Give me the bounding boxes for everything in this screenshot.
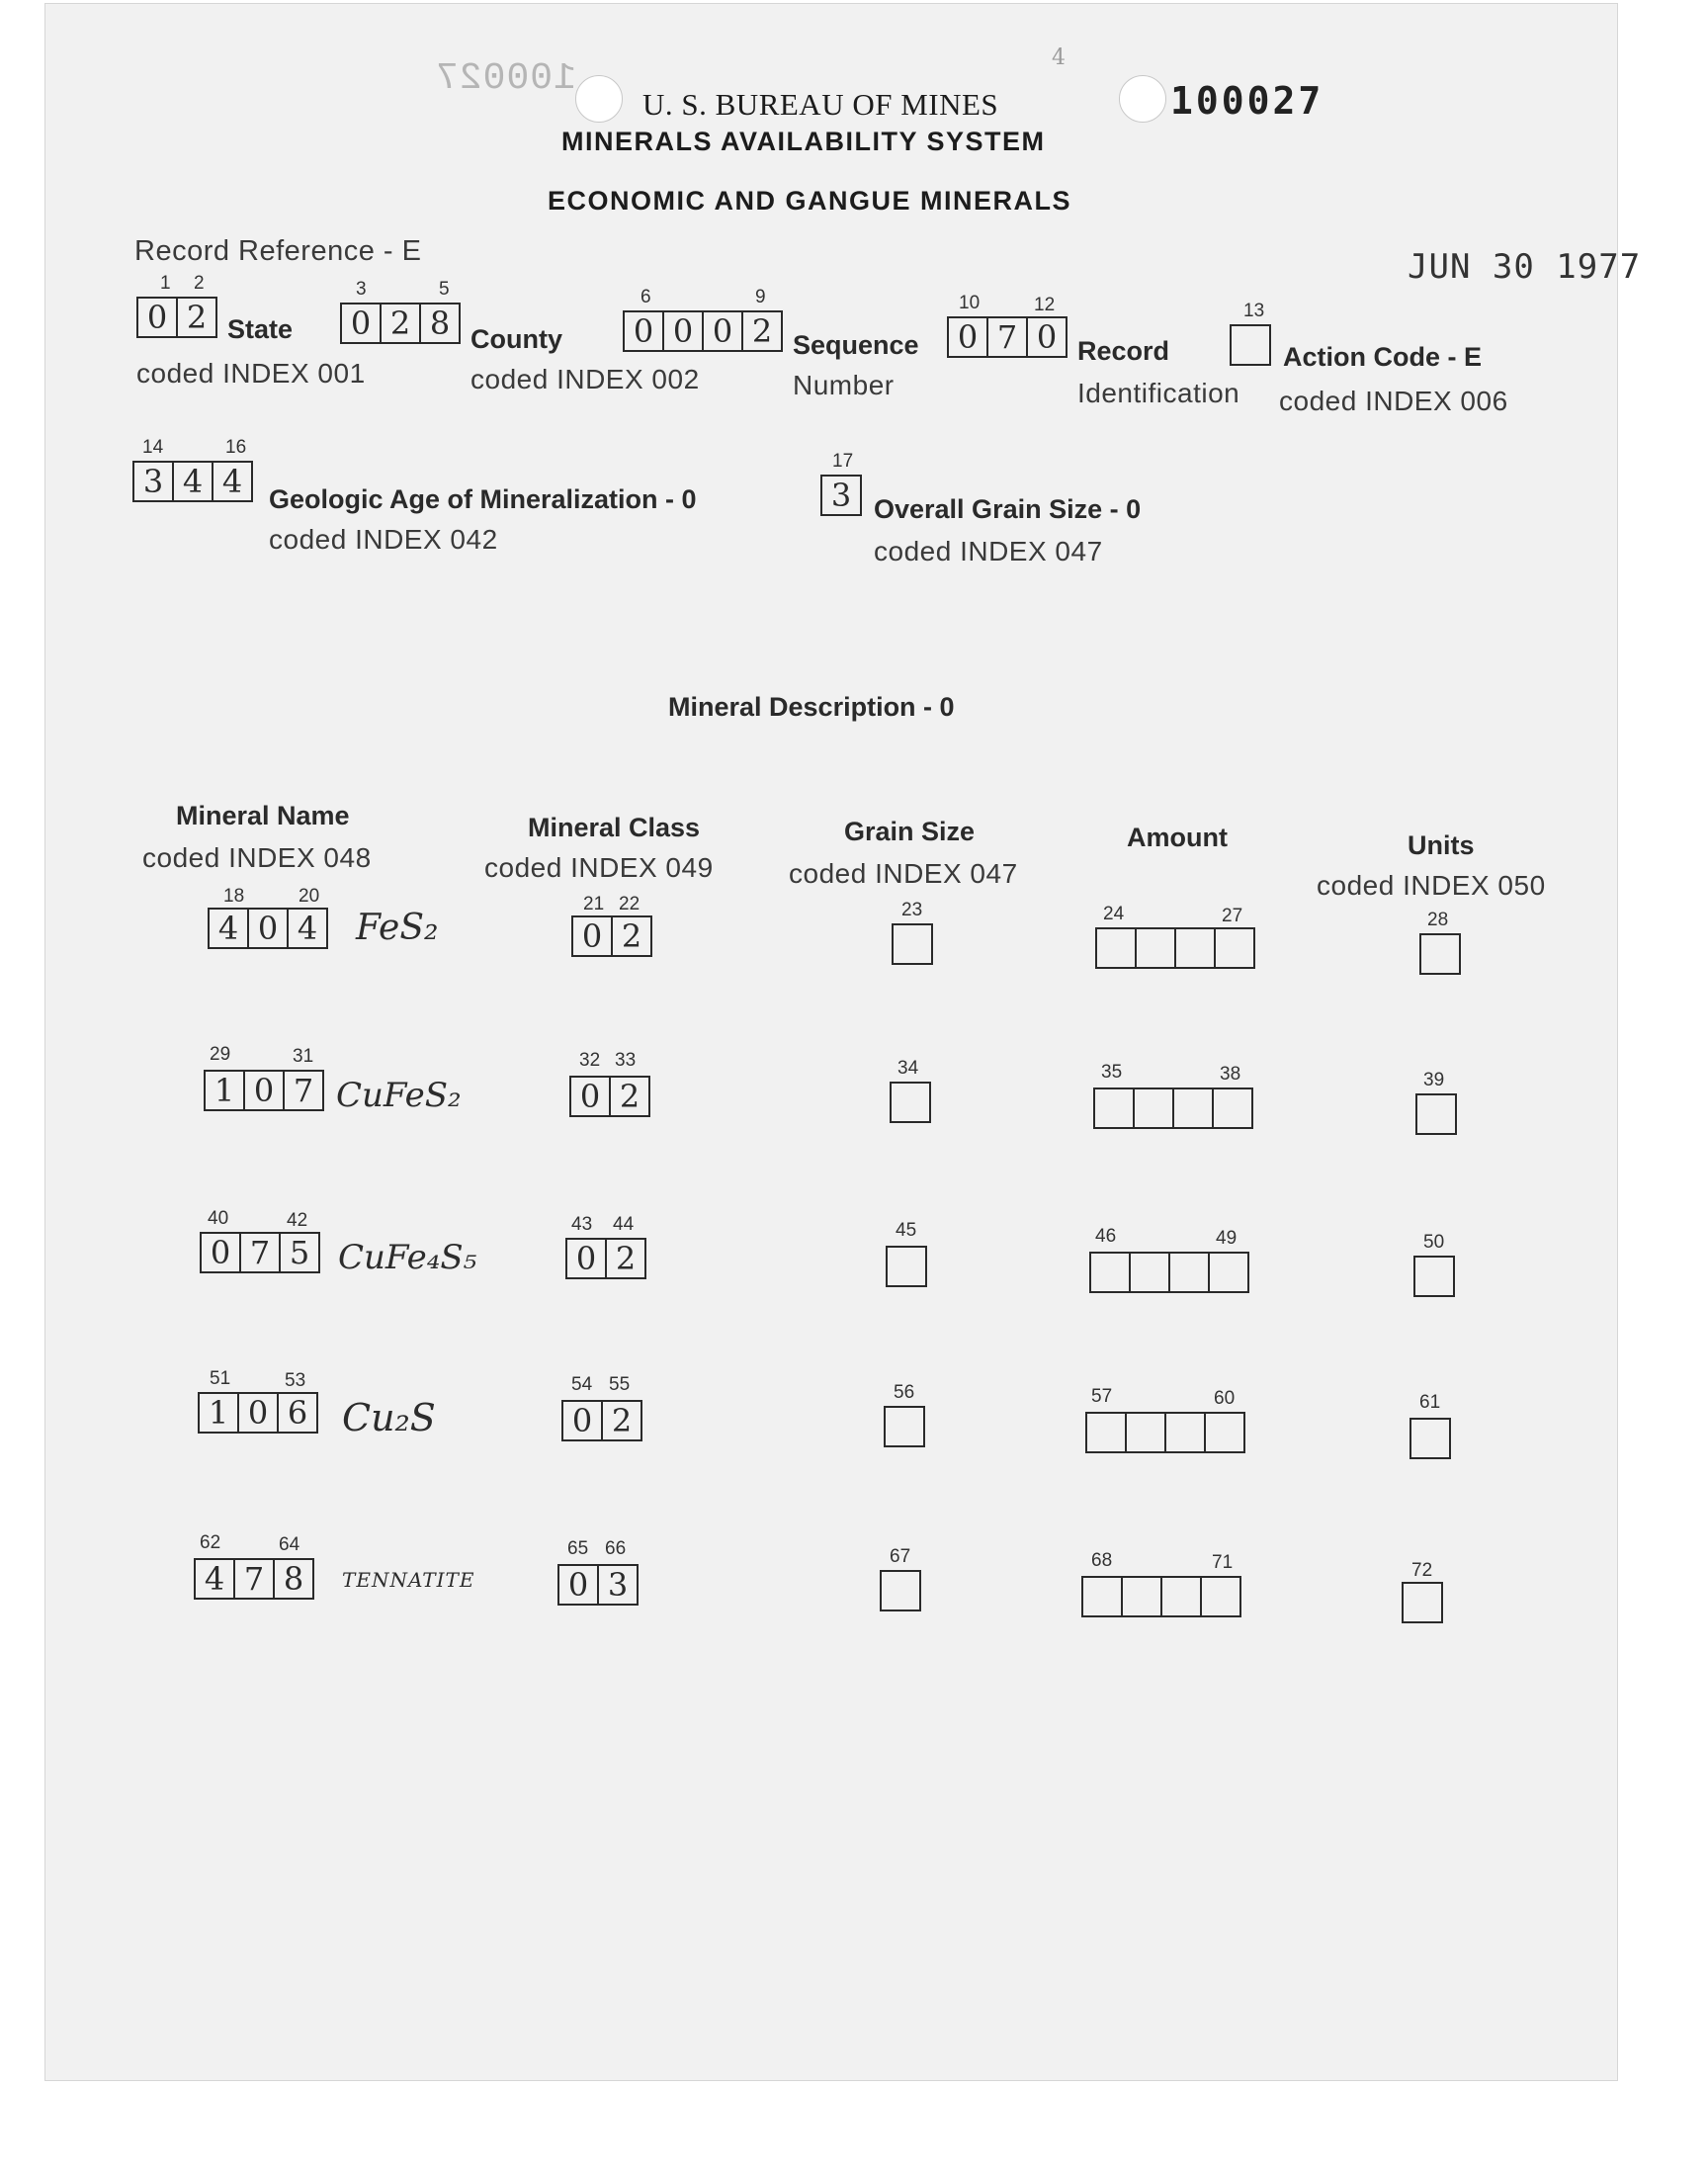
position-number: 3 (356, 279, 367, 300)
code-digit[interactable]: 0 (625, 312, 664, 350)
position-number: 44 (613, 1214, 635, 1235)
position-number: 72 (1411, 1560, 1433, 1581)
record-id-label-2: Identification (1077, 378, 1240, 408)
code-digit[interactable] (1404, 1584, 1441, 1621)
code-digit[interactable] (1421, 935, 1459, 973)
code-digit[interactable] (882, 1572, 919, 1610)
units-box[interactable] (1402, 1582, 1443, 1623)
position-number: 21 (583, 894, 605, 914)
code-digit[interactable]: 0 (239, 1394, 279, 1432)
code-digit[interactable]: 1 (206, 1072, 245, 1109)
code-digit[interactable]: 0 (571, 1078, 611, 1115)
punch-hole (1119, 75, 1166, 123)
code-digit[interactable] (888, 1248, 925, 1285)
mineral-name-code-boxes[interactable] (200, 1232, 320, 1273)
position-number: 53 (285, 1370, 306, 1391)
units-box[interactable] (1419, 933, 1461, 975)
code-digit[interactable]: 4 (174, 463, 214, 500)
code-digit[interactable] (1232, 326, 1269, 364)
geologic-age-code-boxes[interactable] (132, 461, 253, 502)
code-digit[interactable]: 0 (567, 1240, 607, 1277)
position-number: 6 (640, 287, 651, 307)
code-digit[interactable]: 0 (664, 312, 704, 350)
grain-size-index: coded INDEX 047 (874, 536, 1103, 566)
amount-boxes[interactable] (1089, 1252, 1249, 1293)
mineral-class-code-boxes[interactable] (565, 1238, 646, 1279)
code-digit[interactable] (1216, 929, 1253, 967)
grain-size-box[interactable] (890, 1082, 931, 1123)
code-digit[interactable] (1091, 1254, 1131, 1291)
position-number: 45 (896, 1220, 917, 1241)
units-box[interactable] (1413, 1256, 1455, 1297)
code-digit[interactable]: 7 (988, 318, 1028, 356)
position-number: 62 (200, 1532, 221, 1553)
position-number: 40 (208, 1208, 229, 1229)
code-digit[interactable]: 0 (138, 299, 178, 336)
position-number: 49 (1216, 1228, 1238, 1249)
code-digit[interactable]: 5 (289, 1234, 310, 1271)
position-number: 10 (959, 293, 981, 313)
punch-hole (575, 75, 623, 123)
amount-boxes[interactable] (1081, 1576, 1241, 1617)
code-digit[interactable] (1214, 1089, 1251, 1127)
position-number: 46 (1095, 1226, 1117, 1247)
code-digit[interactable] (1127, 1414, 1166, 1451)
code-digit[interactable]: 3 (607, 1566, 629, 1604)
code-digit[interactable]: 6 (287, 1394, 308, 1432)
amount-boxes[interactable] (1095, 927, 1255, 969)
code-digit[interactable]: 2 (615, 1240, 637, 1277)
handwritten-formula: CuFeS₂ (336, 1076, 462, 1115)
date-stamp: JUN 30 1977 (1408, 247, 1642, 287)
action-code-box[interactable] (1230, 324, 1271, 366)
position-number: 64 (279, 1534, 300, 1555)
mineral-class-code-boxes[interactable] (561, 1400, 642, 1441)
code-digit[interactable]: 4 (297, 910, 318, 947)
code-digit[interactable] (1417, 1095, 1455, 1133)
code-digit[interactable]: 0 (559, 1566, 599, 1604)
position-number: 12 (1034, 295, 1056, 315)
code-digit[interactable] (1174, 1089, 1214, 1127)
grain-size-box[interactable] (884, 1406, 925, 1447)
mineral-description-title: Mineral Description - 0 (668, 692, 955, 722)
mineral-class-code-boxes[interactable] (569, 1076, 650, 1117)
code-digit[interactable]: 0 (342, 304, 382, 342)
handwritten-formula: FeS₂ (356, 908, 439, 948)
code-digit[interactable]: 0 (1036, 318, 1058, 356)
code-digit[interactable] (1206, 1414, 1243, 1451)
code-digit[interactable]: 0 (949, 318, 988, 356)
code-digit[interactable] (1166, 1414, 1206, 1451)
code-digit[interactable]: 0 (573, 917, 613, 955)
position-number: 13 (1243, 301, 1265, 321)
column-header-grain-size: Grain Size (844, 817, 976, 846)
code-digit[interactable]: 8 (429, 304, 451, 342)
position-number: 28 (1427, 910, 1449, 930)
code-digit[interactable]: 0 (245, 1072, 285, 1109)
sequence-code-boxes[interactable] (623, 310, 783, 352)
code-digit[interactable]: 7 (235, 1560, 275, 1598)
position-number: 23 (901, 900, 923, 920)
position-number: 50 (1423, 1232, 1445, 1253)
code-digit[interactable] (1097, 929, 1137, 967)
mineral-name-code-boxes[interactable] (194, 1558, 314, 1600)
county-label: County (470, 324, 562, 354)
code-digit[interactable] (1210, 1254, 1247, 1291)
code-digit[interactable]: 0 (202, 1234, 241, 1271)
pencil-mark: 4 (1052, 45, 1066, 70)
position-number: 32 (579, 1050, 601, 1071)
position-number: 55 (609, 1374, 631, 1395)
county-code-boxes[interactable] (340, 303, 461, 344)
state-index: coded INDEX 001 (136, 358, 366, 389)
position-number: 68 (1091, 1550, 1113, 1571)
grain-size-box[interactable] (880, 1570, 921, 1611)
code-digit[interactable]: 2 (619, 1078, 640, 1115)
grain-size-box[interactable] (892, 923, 933, 965)
code-digit[interactable]: 3 (134, 463, 174, 500)
position-number: 57 (1091, 1386, 1113, 1407)
code-digit[interactable]: 0 (563, 1402, 603, 1439)
mineral-name-code-boxes[interactable] (198, 1392, 318, 1434)
position-number: 31 (293, 1046, 314, 1067)
position-number: 20 (299, 886, 320, 907)
column-header-mineral-name: Mineral Name (176, 801, 350, 830)
code-digit[interactable]: 7 (241, 1234, 281, 1271)
code-digit[interactable] (1137, 929, 1176, 967)
position-number: 71 (1212, 1552, 1234, 1573)
record-id-code-boxes[interactable] (947, 316, 1068, 358)
position-number: 65 (567, 1538, 589, 1559)
code-digit[interactable]: 7 (293, 1072, 314, 1109)
code-digit[interactable] (894, 925, 931, 963)
code-digit[interactable] (1095, 1089, 1135, 1127)
grain-size-label: Overall Grain Size - 0 (874, 494, 1142, 524)
position-number: 66 (605, 1538, 627, 1559)
mineral-class-code-boxes[interactable] (571, 915, 652, 957)
position-number: 17 (832, 451, 854, 472)
column-index-grain-size: coded INDEX 047 (789, 858, 1018, 889)
position-number: 29 (210, 1044, 231, 1065)
code-digit[interactable] (1123, 1578, 1162, 1615)
geologic-age-label: Geologic Age of Mineralization - 0 (269, 484, 697, 514)
county-index: coded INDEX 002 (470, 364, 700, 394)
state-label: State (227, 314, 294, 344)
position-number: 60 (1214, 1388, 1236, 1409)
code-digit[interactable]: 2 (621, 917, 642, 955)
position-number: 1 (160, 273, 171, 294)
position-number: 14 (142, 437, 164, 458)
record-reference: Record Reference - E (134, 235, 422, 267)
code-digit[interactable] (1170, 1254, 1210, 1291)
geologic-age-index: coded INDEX 042 (269, 524, 498, 555)
amount-boxes[interactable] (1085, 1412, 1245, 1453)
serial-stamp: 100027 (1170, 79, 1324, 123)
code-digit[interactable] (1135, 1089, 1174, 1127)
sequence-label: Sequence (793, 330, 919, 360)
code-digit[interactable] (1411, 1420, 1449, 1457)
code-digit[interactable] (1176, 929, 1216, 967)
mineral-name-code-boxes[interactable] (204, 1070, 324, 1111)
mineral-class-code-boxes[interactable] (557, 1564, 639, 1606)
units-box[interactable] (1409, 1418, 1451, 1459)
column-header-amount: Amount (1127, 823, 1228, 852)
column-index-units: coded INDEX 050 (1317, 870, 1546, 901)
column-header-mineral-class: Mineral Class (528, 813, 701, 842)
column-header-units: Units (1408, 830, 1475, 860)
column-index-mineral-class: coded INDEX 049 (484, 852, 714, 883)
action-code-index: coded INDEX 006 (1279, 386, 1508, 416)
amount-boxes[interactable] (1093, 1088, 1253, 1129)
agency-title: U. S. BUREAU OF MINES (642, 87, 999, 122)
code-digit[interactable]: 8 (283, 1560, 304, 1598)
position-number: 9 (755, 287, 766, 307)
code-digit[interactable]: 1 (200, 1394, 239, 1432)
position-number: 18 (223, 886, 245, 907)
grain-size-code-box[interactable] (820, 475, 862, 516)
record-id-label: Record (1077, 336, 1170, 366)
position-number: 35 (1101, 1062, 1123, 1083)
code-digit[interactable] (1162, 1578, 1202, 1615)
position-number: 51 (210, 1368, 231, 1389)
column-index-mineral-name: coded INDEX 048 (142, 842, 372, 873)
code-digit[interactable] (1415, 1258, 1453, 1295)
position-number: 34 (897, 1058, 919, 1079)
form-title: ECONOMIC AND GANGUE MINERALS (548, 186, 1072, 216)
position-number: 22 (619, 894, 640, 914)
code-digit[interactable]: 2 (611, 1402, 633, 1439)
position-number: 5 (439, 279, 450, 300)
state-code-boxes[interactable] (136, 297, 217, 338)
handwritten-formula: CuFe₄S₅ (338, 1238, 477, 1277)
position-number: 2 (194, 273, 205, 294)
sequence-label-2: Number (793, 370, 895, 400)
position-number: 54 (571, 1374, 593, 1395)
handwritten-formula: Cu₂S (342, 1396, 436, 1439)
code-digit[interactable]: 2 (186, 299, 208, 336)
position-number: 67 (890, 1546, 911, 1567)
position-number: 16 (225, 437, 247, 458)
code-digit[interactable] (1202, 1578, 1239, 1615)
code-digit[interactable] (1087, 1414, 1127, 1451)
position-number: 56 (894, 1382, 915, 1403)
code-digit[interactable]: 4 (196, 1560, 235, 1598)
position-number: 61 (1419, 1392, 1441, 1413)
position-number: 43 (571, 1214, 593, 1235)
code-digit[interactable] (1131, 1254, 1170, 1291)
mineral-name-code-boxes[interactable] (208, 908, 328, 949)
code-digit[interactable]: 4 (221, 463, 243, 500)
code-digit[interactable] (1083, 1578, 1123, 1615)
code-digit[interactable]: 3 (830, 477, 852, 514)
grain-size-box[interactable] (886, 1246, 927, 1287)
position-number: 39 (1423, 1070, 1445, 1090)
units-box[interactable] (1415, 1093, 1457, 1135)
code-digit[interactable] (886, 1408, 923, 1445)
code-digit[interactable]: 0 (249, 910, 289, 947)
code-digit[interactable]: 4 (210, 910, 249, 947)
serial-bleed-through: 100027 (435, 57, 576, 100)
code-digit[interactable] (892, 1084, 929, 1121)
position-number: 42 (287, 1210, 308, 1231)
position-number: 33 (615, 1050, 637, 1071)
system-title: MINERALS AVAILABILITY SYSTEM (561, 127, 1046, 156)
code-digit[interactable]: 2 (382, 304, 421, 342)
code-digit[interactable]: 0 (704, 312, 743, 350)
action-code-label: Action Code - E (1283, 342, 1482, 372)
position-number: 38 (1220, 1064, 1241, 1085)
code-digit[interactable]: 2 (751, 312, 773, 350)
handwritten-mineral-name: TENNATITE (342, 1568, 475, 1592)
position-number: 24 (1103, 904, 1125, 924)
position-number: 27 (1222, 906, 1243, 926)
